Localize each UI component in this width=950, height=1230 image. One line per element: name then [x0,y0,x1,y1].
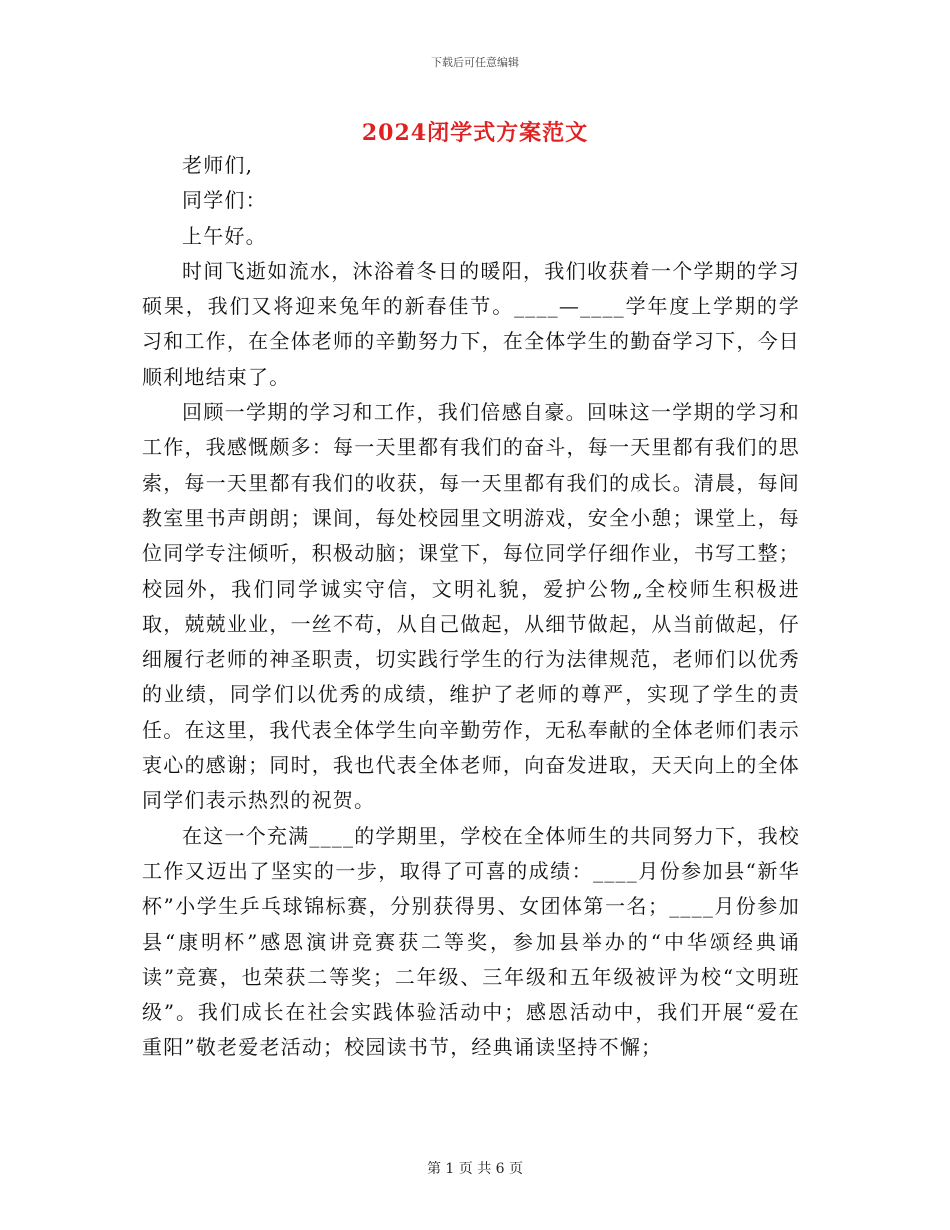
salutation-teachers: 老师们, [182,153,254,177]
document-title: 2024闭学式方案范文 [361,120,589,146]
document-body [142,148,800,1066]
page-number: 第 1 页 共 6 页 [426,1161,524,1177]
paragraph: 在这一个充满____的学期里，学校在全体师生的共同努力下，我校工作又迈出了坚实的一步，取得了可喜的成绩：____月份参加县“新华杯”小学生乒乓球锦标赛，分别获得男、女团体第一名；____月份参加县“康明杯”感恩演讲竞赛获二等奖，参加县举办的“中华颂经典诵读”竞赛，也荣获二等奖；二年级、三年级和五年级被评为校“文明班级”。我们成长在社会实践体验活动中；感恩活动中，我们开展“爱在重阳”敬老爱老活动；校园读书节，经典诵读坚持不懈； [142,823,800,1060]
paragraph: 回顾一学期的学习和工作，我们倍感自豪。回味这一学期的学习和工作，我感慨颇多：每一天里都有我们的奋斗，每一天里都有我们的思索，每一天里都有我们的收获，每一天里都有我们的成长。清晨，每间教室里书声朗朗；课间，每处校园里文明游戏，安全小憩；课堂上，每位同学专注倾听，积极动脑；课堂下，每位同学仔细作业，书写工整；校园外，我们同学诚实守信，文明礼貌，爱护公物„全校师生积极进取，兢兢业业，一丝不苟，从自己做起，从细节做起，从当前做起，仔细履行老师的神圣职责，切实践行学生的行为法律规范，老师们以优秀的业绩，同学们以优秀的成绩，维护了老师的尊严，实现了学生的责任。在这里，我代表全体学生向辛勤劳作，无私奉献的全体老师们表示衷心的感谢；同时，我也代表全体老师，向奋发进取，天天向上的全体同学们表示热烈的祝贺。 [142,400,800,813]
header-note: 下载后可任意编辑 [431,56,519,69]
paragraph: 时间飞逝如流水，沐浴着冬日的暖阳，我们收获着一个学期的学习硕果，我们又将迎来兔年的新春佳节。____—____学年度上学期的学习和工作，在全体老师的辛勤努力下，在全体学生的勤奋学习下，今日顺利地结束了。 [142,258,800,389]
greeting: 上午好。 [182,223,267,248]
salutation-students: 同学们： [182,188,267,213]
